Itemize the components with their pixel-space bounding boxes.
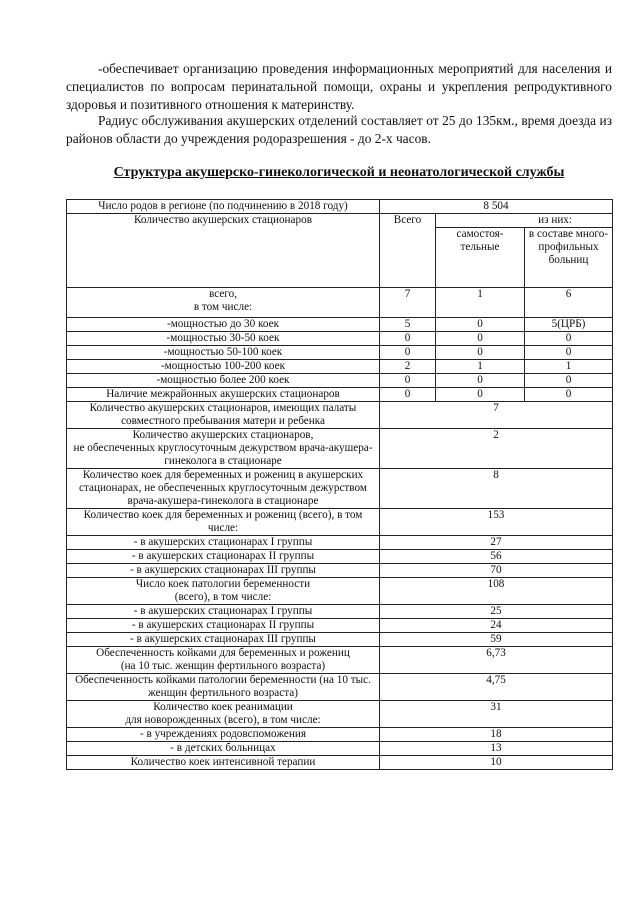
metric-row	[67, 633, 613, 647]
metric-row	[67, 536, 613, 550]
capacity-row-total: 0	[380, 346, 436, 360]
metric-row-value: 6,73	[380, 647, 613, 674]
metric-row-value: 31	[380, 701, 613, 728]
capacity-row-label: -мощностью более 200 коек	[67, 374, 380, 388]
header-row-1	[67, 214, 613, 228]
metric-row	[67, 647, 613, 674]
metric-row-label: - в акушерских стационарах III группы	[67, 633, 380, 647]
capacity-row-multi: 0	[525, 388, 613, 402]
metric-row	[67, 402, 613, 429]
metric-row-value: 24	[380, 619, 613, 633]
col-standalone-header: самостоя-тельные	[436, 228, 525, 288]
metric-row	[67, 429, 613, 469]
births-label: Число родов в регионе (по подчинению в 2018 году)	[67, 200, 380, 214]
structure-table	[66, 199, 613, 770]
capacity-row-standalone: 0	[436, 388, 525, 402]
capacity-row-total: 0	[380, 388, 436, 402]
capacity-row-label: -мощностью 30-50 коек	[67, 332, 380, 346]
metric-row-value: 153	[380, 509, 613, 536]
metric-row	[67, 605, 613, 619]
metric-row-value: 59	[380, 633, 613, 647]
metric-row-value: 2	[380, 429, 613, 469]
metric-row	[67, 564, 613, 578]
capacity-row-total: 0	[380, 332, 436, 346]
metric-row-value: 7	[380, 402, 613, 429]
metric-row-value: 25	[380, 605, 613, 619]
col-total-header: Всего	[380, 214, 436, 288]
total-row-multi: 6	[525, 288, 613, 318]
capacity-row-multi: 0	[525, 374, 613, 388]
capacity-row-total: 0	[380, 374, 436, 388]
total-row-total: 7	[380, 288, 436, 318]
metric-row-value: 10	[380, 756, 613, 770]
metric-row	[67, 756, 613, 770]
capacity-row-standalone: 0	[436, 374, 525, 388]
metric-row-label: - в акушерских стационарах I группы	[67, 605, 380, 619]
capacity-row	[67, 360, 613, 374]
metric-row-value: 70	[380, 564, 613, 578]
metric-row-label: Количество акушерских стационаров, не обеспеченных круглосуточным дежурством врача-акушера-гинеколога в стационаре	[67, 429, 380, 469]
col-multi-header: в составе много-профильных больниц	[525, 228, 613, 288]
metric-row-label: Обеспеченность койками для беременных и рожениц (на 10 тыс. женщин фертильного возраста)	[67, 647, 380, 674]
capacity-row-total: 5	[380, 318, 436, 332]
metric-row	[67, 701, 613, 728]
metric-row-label: Количество коек интенсивной терапии	[67, 756, 380, 770]
col-of-them-header: из них:	[436, 214, 613, 228]
metric-row-value: 13	[380, 742, 613, 756]
metric-row	[67, 509, 613, 536]
stations-label: Количество акушерских стационаров	[67, 214, 380, 288]
section-heading: Структура акушерско-гинекологической и неонатологической службы	[113, 165, 565, 180]
capacity-row	[67, 388, 613, 402]
capacity-row-label: -мощностью 50-100 коек	[67, 346, 380, 360]
capacity-row	[67, 346, 613, 360]
capacity-row-multi: 5(ЦРБ)	[525, 318, 613, 332]
metric-row-value: 18	[380, 728, 613, 742]
metric-row-label: - в акушерских стационарах II группы	[67, 619, 380, 633]
capacity-row	[67, 332, 613, 346]
metric-row-label: Количество коек для беременных и рожениц (всего), в том числе:	[67, 509, 380, 536]
metric-row-label: - в акушерских стационарах I группы	[67, 536, 380, 550]
births-row	[67, 200, 613, 214]
metric-row-label: Обеспеченность койками патологии беременности (на 10 тыс. женщин фертильного возраста)	[67, 674, 380, 701]
capacity-row-standalone: 0	[436, 346, 525, 360]
metric-row	[67, 578, 613, 605]
metric-row-label: - в акушерских стационарах II группы	[67, 550, 380, 564]
paragraph-service-radius: Радиус обслуживания акушерских отделений составляет от 25 до 135км., время доезда из районов области до учреждения родоразрешения - до 2-х часов.	[66, 113, 612, 146]
births-value: 8 504	[380, 200, 613, 214]
metric-row-label: Количество коек реанимации для новорожденных (всего), в том числе:	[67, 701, 380, 728]
metric-row-value: 8	[380, 469, 613, 509]
metric-row-value: 56	[380, 550, 613, 564]
capacity-row-label: -мощностью до 30 коек	[67, 318, 380, 332]
capacity-row-multi: 1	[525, 360, 613, 374]
metric-row	[67, 550, 613, 564]
capacity-row-total: 2	[380, 360, 436, 374]
metric-row	[67, 469, 613, 509]
capacity-row-multi: 0	[525, 332, 613, 346]
metric-row-label: - в акушерских стационарах III группы	[67, 564, 380, 578]
metric-row-value: 27	[380, 536, 613, 550]
capacity-row	[67, 318, 613, 332]
metric-row-label: - в детских больницах	[67, 742, 380, 756]
metric-row-label: - в учреждениях родовспоможения	[67, 728, 380, 742]
metric-row	[67, 742, 613, 756]
total-row	[67, 288, 613, 318]
total-row-standalone: 1	[436, 288, 525, 318]
capacity-row-label: Наличие межрайонных акушерских стационаров	[67, 388, 380, 402]
capacity-row-standalone: 0	[436, 318, 525, 332]
metric-row-label: Количество акушерских стационаров, имеющих палаты совместного пребывания матери и ребенка	[67, 402, 380, 429]
metric-row	[67, 619, 613, 633]
capacity-row	[67, 374, 613, 388]
paragraph-information-activities: -обеспечивает организацию проведения информационных мероприятий для населения и специалистов по вопросам перинатальной помощи, охраны и укрепления репродуктивного здоровья и позитивного отношения к материнству.	[66, 61, 612, 112]
metric-row-label: Число коек патологии беременности (всего), в том числе:	[67, 578, 380, 605]
metric-row-label: Количество коек для беременных и рожениц в акушерских стационарах, не обеспеченных круглосуточным дежурством врача-акушера-гинеколога в стационаре	[67, 469, 380, 509]
capacity-row-standalone: 1	[436, 360, 525, 374]
metric-row-value: 108	[380, 578, 613, 605]
capacity-row-label: -мощностью 100-200 коек	[67, 360, 380, 374]
metric-row	[67, 728, 613, 742]
metric-row-value: 4,75	[380, 674, 613, 701]
metric-row	[67, 674, 613, 701]
total-row-label: всего, в том числе:	[67, 288, 380, 318]
capacity-row-standalone: 0	[436, 332, 525, 346]
capacity-row-multi: 0	[525, 346, 613, 360]
